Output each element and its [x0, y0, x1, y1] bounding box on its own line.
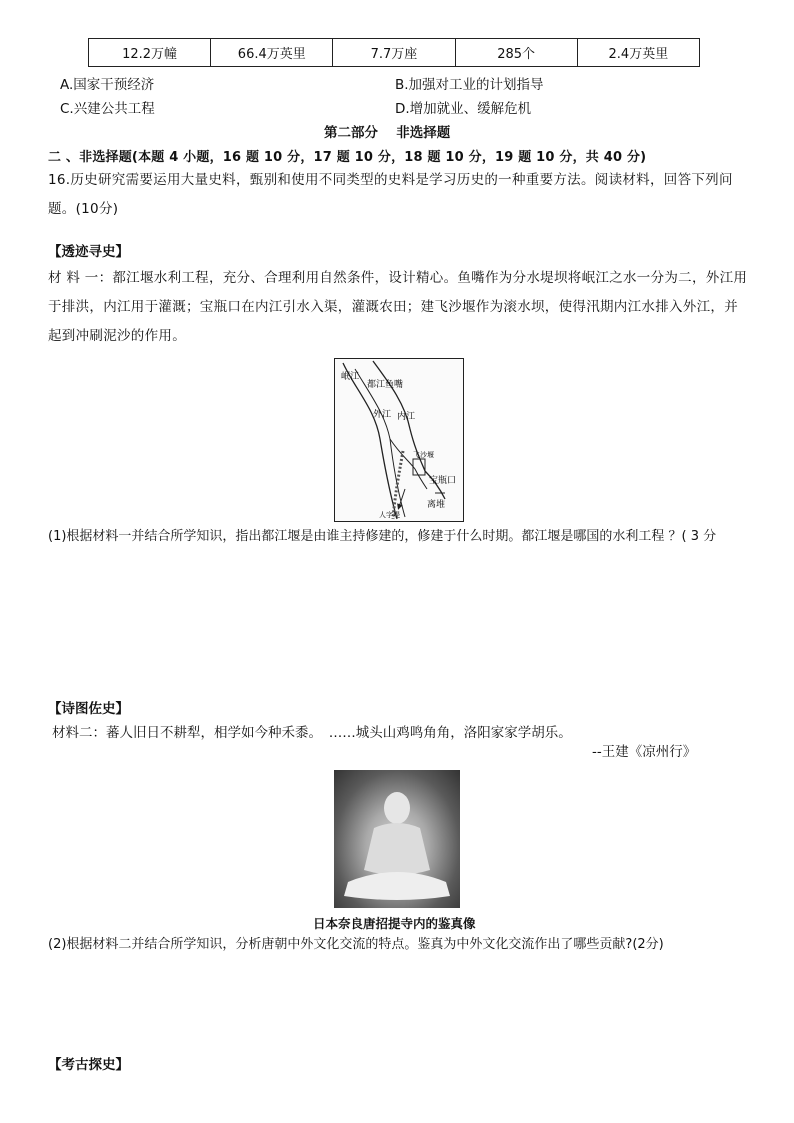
section-header: 二 、非选择题(本题 4 小题，16 题 10 分，17 题 10 分，18 题 10 分，19 题 10 分，共 40 分) [48, 150, 647, 165]
section-title-2: 【诗图佐史】 [48, 701, 129, 717]
material-one: 材 料 一：都江堰水利工程，充分、合理利用自然条件，设计精心。鱼嘴作为分水堤坝将岷江之水一分为二，外江用于排洪，内江用于灌溉；宝瓶口在内江引水入渠，灌溉农田；建飞沙堰作为滚水坝，使得汛期内江水排入外江，并起到冲刷泥沙的作用。 [48, 270, 748, 344]
jianzhen-statue-photo [334, 770, 460, 908]
map-label-minjiang: 岷江 [341, 372, 360, 382]
option-c: C.兴建公共工程 [60, 101, 155, 117]
map-label-neijiang: 内江 [397, 412, 416, 422]
statue-figure [334, 770, 460, 908]
question-2: (2)根据材料二并结合所学知识，分析唐朝中外文化交流的特点。鉴真为中外文化交流作出了哪些贡献?(2分) [48, 937, 664, 952]
section-title-3: 【考古探史】 [48, 1057, 129, 1073]
map-label-lidui: 离堆 [427, 500, 446, 510]
photo-caption: 日本奈良唐招提寺内的鉴真像 [313, 916, 476, 931]
map-drawing [335, 359, 463, 521]
question-1: (1)根据材料一并结合所学知识，指出都江堰是由谁主持修建的，修建于什么时期。都江堰是哪国的水利工程 ？( 3 分 [48, 529, 717, 544]
map-label-waijiang: 外江 [373, 410, 392, 420]
map-label-renzi: 人字堤 [379, 511, 400, 519]
option-d: D.增加就业、缓解危机 [395, 101, 532, 117]
stats-table [88, 38, 700, 67]
table-cell: 285个 [455, 39, 577, 67]
material-two: 材料二：蕃人旧日不耕犁，相学如今种禾黍。 ……城头山鸡鸣角角，洛阳家家学胡乐。 [52, 725, 572, 741]
table-cell: 66.4万英里 [211, 39, 333, 67]
part-title: 第二部分 非选择题 [324, 125, 451, 141]
section-title-1: 【透迹寻史】 [48, 244, 129, 260]
option-a: A.国家干预经济 [60, 77, 155, 93]
map-label-yuzui: 都江鱼嘴 [367, 380, 404, 390]
dujiangyan-map [334, 358, 464, 522]
poem-source: --王建《凉州行》 [592, 744, 697, 760]
table-cell: 2.4万英里 [577, 39, 699, 67]
question-16-intro: 16.历史研究需要运用大量史料，甄别和使用不同类型的史料是学习历史的一种重要方法。阅读材料，回答下列问题。(10分) [48, 172, 733, 217]
table-row [89, 39, 700, 67]
table-cell: 12.2万幢 [89, 39, 211, 67]
option-b: B.加强对工业的计划指导 [395, 77, 544, 93]
map-label-feishayan: 飞沙堰 [413, 451, 434, 459]
map-label-baopingkou: 宝瓶口 [429, 476, 457, 486]
table-cell: 7.7万座 [333, 39, 455, 67]
